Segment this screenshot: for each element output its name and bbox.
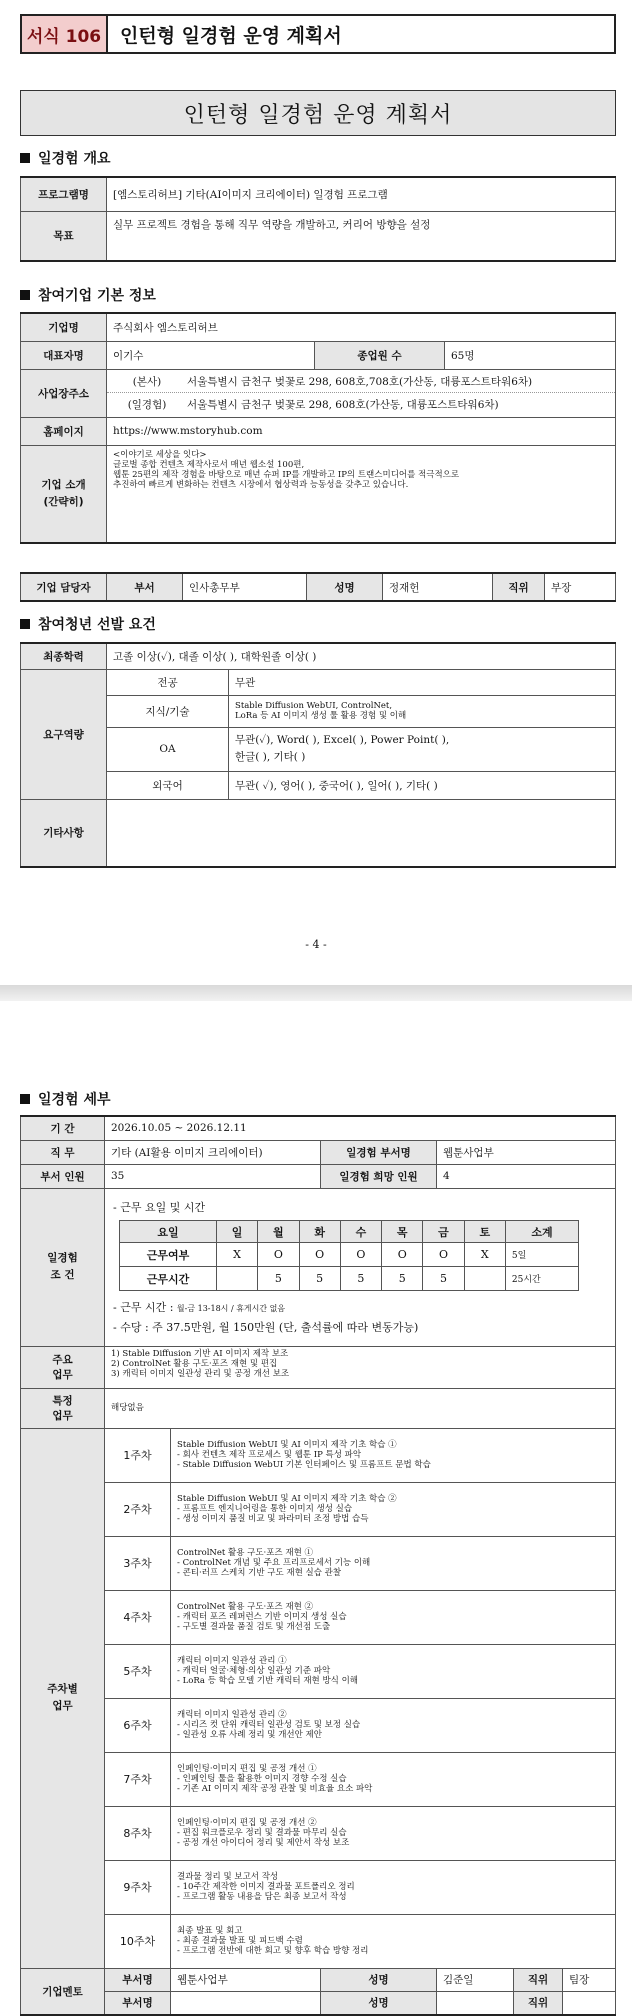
schedule-head: 요일 xyxy=(120,1221,217,1243)
work-time-label: - 근무 시간 : xyxy=(113,1301,174,1314)
hq-address-label: (본사) xyxy=(132,375,162,388)
company-intro-line: <이야기로 세상을 잇다> xyxy=(113,449,207,460)
company-intro-line: 웹툰 25편의 제작 경험을 바탕으로 매년 슈퍼 IP를 개발하고 IP의 트랜스미디어를 적극적으로 xyxy=(113,469,460,480)
week-task-line: - 최종 결과물 발표 및 피드백 수렴 xyxy=(177,1935,303,1946)
company-intro-label: 기업 소개 (간략히) xyxy=(21,445,107,543)
goal-label: 목표 xyxy=(21,211,107,261)
major-value: 무관 xyxy=(229,669,616,695)
week-task-line: ControlNet 활용 구도·포즈 재현 ① xyxy=(177,1547,313,1558)
week-task-line: - 구도별 결과물 품질 검토 및 개선점 도출 xyxy=(177,1622,331,1633)
schedule-table xyxy=(119,1220,579,1291)
language-value: 무관( ✓), 영어( ), 중국어( ), 일어( ), 기타( ) xyxy=(229,771,616,799)
week-label: 4주차 xyxy=(105,1590,171,1644)
schedule-cell: 5 xyxy=(423,1267,464,1291)
document-page-1 xyxy=(0,0,632,985)
work-address-value: 서울특별시 금천구 벚꽃로 298, 608호(가산동, 대륭포스트타워6차) xyxy=(187,399,499,411)
job-value: 기타 (AI활용 이미지 크리에이터) xyxy=(105,1140,321,1164)
detail-dept-value: 웹툰사업부 xyxy=(437,1140,616,1164)
week-task-line: - 프롬프트 엔지니어링을 통한 이미지 생성 실습 xyxy=(177,1503,353,1514)
week-task-line: 인페인팅·이미지 편집 및 공정 개선 ② xyxy=(177,1817,317,1828)
week-label: 2주차 xyxy=(105,1482,171,1536)
special-duties-value: 해당없음 xyxy=(105,1388,616,1428)
schedule-title: - 근무 요일 및 시간 xyxy=(113,1201,206,1214)
week-task-line: - 프로그램 전반에 대한 회고 및 향후 학습 방향 정리 xyxy=(177,1946,369,1957)
manager-dept-value: 인사총무부 xyxy=(183,573,307,601)
manager-label: 기업 담당자 xyxy=(21,573,107,601)
work-time-value: 월-금 13-18시 / 휴게시간 없음 xyxy=(176,1304,286,1313)
other-requirements-label: 기타사항 xyxy=(21,799,107,867)
schedule-head: 월 xyxy=(258,1221,299,1243)
schedule-cell xyxy=(216,1267,257,1291)
week-task-line: - 프로그램 활동 내용을 담은 최종 보고서 작성 xyxy=(177,1892,347,1903)
main-duty-line: 1) Stable Diffusion 기반 AI 이미지 제작 보조 xyxy=(111,1348,289,1359)
week-label: 10주차 xyxy=(105,1914,171,1968)
schedule-hours-label: 근무시간 xyxy=(120,1267,217,1291)
main-duty-line: 2) ControlNet 활용 구도·포즈 재현 및 편집 xyxy=(111,1358,278,1369)
form-header xyxy=(20,14,616,54)
schedule-work-label: 근무여부 xyxy=(120,1243,217,1267)
main-duty-line: 3) 캐릭터 이미지 일관성 관리 및 공정 개선 보조 xyxy=(111,1368,290,1379)
schedule-cell: O xyxy=(258,1243,299,1267)
mentor2-position-label: 직위 xyxy=(513,1992,563,2014)
week-task-line: Stable Diffusion WebUI 및 AI 이미지 제작 기초 학습 ① xyxy=(177,1439,397,1450)
week-task-line: - 기존 AI 이미지 제작 공정 관찰 및 비효율 요소 파악 xyxy=(177,1784,373,1795)
major-label: 전공 xyxy=(107,669,229,695)
schedule-cell: X xyxy=(464,1243,505,1267)
education-value: 고졸 이상(✓), 대졸 이상( ), 대학원졸 이상( ) xyxy=(107,643,616,669)
section-heading-detail: 일경험 세부 xyxy=(20,1089,111,1109)
special-duties-label: 특정 업무 xyxy=(21,1388,105,1428)
week-label: 6주차 xyxy=(105,1698,171,1752)
mentor-name-value: 김준일 xyxy=(443,1974,474,1986)
program-value: [엠스토리허브] 기타(AI이미지 크리에이터) 일경험 프로그램 xyxy=(107,177,616,211)
weekly-duties-label: 주차별 업무 xyxy=(21,1428,105,1968)
week-label: 8주차 xyxy=(105,1806,171,1860)
company-intro-line: 추진하여 빠르게 변화하는 컨텐츠 시장에서 협상력과 능동성을 갖추고 있습니다. xyxy=(113,480,409,491)
oa-label: OA xyxy=(107,727,229,771)
section-heading-overview: 일경험 개요 xyxy=(20,148,111,168)
knowledge-label: 지식/기술 xyxy=(107,695,229,727)
overview-table xyxy=(20,176,616,262)
form-number-badge: 서식 106 xyxy=(22,16,108,52)
section-heading-selection: 참여청년 선발 요건 xyxy=(20,614,156,634)
ceo-label: 대표자명 xyxy=(21,341,107,369)
schedule-subtotal: 5일 xyxy=(505,1243,578,1267)
schedule-head: 소계 xyxy=(505,1221,578,1243)
period-value: 2026.10.05 ~ 2026.12.11 xyxy=(105,1116,616,1140)
week-task-line: - 일관성 오류 사례 정리 및 개선안 제안 xyxy=(177,1730,322,1741)
document-page-2 xyxy=(0,1001,632,2009)
week-task-line: - 인페인팅 툴을 활용한 이미지 경향 수정 실습 xyxy=(177,1773,347,1784)
schedule-cell: O xyxy=(340,1243,381,1267)
week-task-line: 최종 발표 및 회고 xyxy=(177,1925,243,1936)
manager-position-value: 부장 xyxy=(545,573,616,601)
hope-count-label: 일경험 희망 인원 xyxy=(321,1164,437,1188)
staff-count-label: 부서 인원 xyxy=(21,1164,105,1188)
mentor2-dept-value xyxy=(171,1991,321,2015)
conditions-label: 일경험 조 건 xyxy=(21,1188,105,1346)
schedule-cell xyxy=(464,1267,505,1291)
manager-name-label: 성명 xyxy=(307,573,383,601)
section-heading-company: 참여기업 기본 정보 xyxy=(20,285,156,305)
week-task-line: - 콘티·러프 스케치 기반 구도 재현 실습 관찰 xyxy=(177,1568,342,1579)
week-task-line: 캐릭터 이미지 일관성 관리 ② xyxy=(177,1709,287,1720)
schedule-cell: 5 xyxy=(299,1267,340,1291)
week-task-line: Stable Diffusion WebUI 및 AI 이미지 제작 기초 학습 ② xyxy=(177,1493,397,1504)
week-task-line: - 공정 개선 아이디어 정리 및 제안서 작성 보조 xyxy=(177,1838,350,1849)
manager-name-value: 정재헌 xyxy=(383,573,493,601)
mentor2-dept-label: 부서명 xyxy=(105,1991,171,2015)
page-number: - 4 - xyxy=(305,938,327,951)
company-table xyxy=(20,312,616,544)
week-label: 9주차 xyxy=(105,1860,171,1914)
schedule-cell: 5 xyxy=(382,1267,423,1291)
week-task-line: - LoRa 등 학습 모델 기반 캐릭터 재현 방식 이해 xyxy=(177,1676,358,1687)
detail-dept-label: 일경험 부서명 xyxy=(321,1140,437,1164)
week-task-line: 결과물 정리 및 보고서 작성 xyxy=(177,1871,279,1882)
week-label: 3주차 xyxy=(105,1536,171,1590)
employees-label: 종업원 수 xyxy=(315,341,445,369)
mentor-position-value: 팀장 xyxy=(569,1974,590,1986)
schedule-head: 일 xyxy=(216,1221,257,1243)
work-address-label: (일경험) xyxy=(127,399,167,411)
schedule-head: 화 xyxy=(299,1221,340,1243)
education-label: 최종학력 xyxy=(21,643,107,669)
ceo-value: 이기수 xyxy=(107,341,315,369)
manager-dept-label: 부서 xyxy=(107,573,183,601)
selection-table xyxy=(20,642,616,868)
week-task-line: - ControlNet 개념 및 주요 프리프로세서 기능 이해 xyxy=(177,1557,371,1568)
goal-value: 실무 프로젝트 경험을 통해 직무 역량을 개발하고, 커리어 방향을 설정 xyxy=(107,211,616,261)
other-requirements-value xyxy=(107,799,616,867)
week-task-line: 캐릭터 이미지 일관성 관리 ① xyxy=(177,1655,287,1666)
company-manager-table xyxy=(20,572,616,602)
company-name-label: 기업명 xyxy=(21,313,107,341)
company-name-value: 주식회사 엠스토리허브 xyxy=(107,313,616,341)
address-label: 사업장주소 xyxy=(21,369,107,417)
knowledge-value: Stable Diffusion WebUI, ControlNet, LoRa 등 AI 이미지 생성 툴 활용 경험 및 이해 xyxy=(229,695,616,727)
document-title: 인턴형 일경험 운영 계획서 xyxy=(20,90,616,136)
schedule-cell: X xyxy=(216,1243,257,1267)
week-label: 7주차 xyxy=(105,1752,171,1806)
oa-value: 무관(✓), Word( ), Excel( ), Power Point( ), 한글( ), 기타( ) xyxy=(229,727,616,771)
week-task-line: ControlNet 활용 구도·포즈 재현 ② xyxy=(177,1601,313,1612)
week-task-line: - Stable Diffusion WebUI 기본 인터페이스 및 프롬프트 문법 학습 xyxy=(177,1460,431,1471)
schedule-cell: 5 xyxy=(340,1267,381,1291)
schedule-head: 목 xyxy=(382,1221,423,1243)
hq-address-value: 서울특별시 금천구 벚꽃로 298, 608호,708호(가산동, 대륭포스트타워6차) xyxy=(187,375,533,388)
pay-value: 주 37.5만원, 월 150만원 (단, 출석률에 따라 변동가능) xyxy=(152,1321,419,1334)
schedule-head: 금 xyxy=(423,1221,464,1243)
week-task-line: - 생성 이미지 품질 비교 및 파라미터 조정 방법 습득 xyxy=(177,1514,369,1525)
week-task-line: - 10주간 제작한 이미지 결과물 포트폴리오 정리 xyxy=(177,1881,355,1892)
week-task-line: - 캐릭터 포즈 레퍼런스 기반 이미지 생성 실습 xyxy=(177,1611,347,1622)
hope-count-value: 4 xyxy=(437,1164,616,1188)
week-task-line: - 캐릭터 얼굴·체형·의상 일관성 기준 파악 xyxy=(177,1665,331,1676)
staff-count-value: 35 xyxy=(105,1164,321,1188)
schedule-cell: O xyxy=(299,1243,340,1267)
form-header-title: 인턴형 일경험 운영 계획서 xyxy=(120,24,342,47)
mentor-name-label: 성명 xyxy=(321,1968,437,1991)
week-label: 1주차 xyxy=(105,1428,171,1482)
language-label: 외국어 xyxy=(107,771,229,799)
schedule-cell: O xyxy=(423,1243,464,1267)
pay-label: - 수당 : xyxy=(113,1321,149,1334)
company-intro-line: 글로벌 종합 컨텐츠 제작사로서 매년 웹소설 100편, xyxy=(113,459,305,470)
required-skills-label: 요구역량 xyxy=(21,669,107,799)
schedule-cell: O xyxy=(382,1243,423,1267)
manager-position-label: 직위 xyxy=(493,573,545,601)
program-label: 프로그램명 xyxy=(21,177,107,211)
homepage-value: https://www.mstoryhub.com xyxy=(107,417,616,445)
week-label: 5주차 xyxy=(105,1644,171,1698)
week-task-line: - 회사 컨텐츠 제작 프로세스 및 웹툰 IP 특성 파악 xyxy=(177,1449,362,1460)
job-label: 직 무 xyxy=(21,1140,105,1164)
homepage-label: 홈페이지 xyxy=(21,417,107,445)
week-task-line: 인페인팅·이미지 편집 및 공정 개선 ① xyxy=(177,1763,317,1774)
mentor-label: 기업멘토 xyxy=(21,1968,105,2015)
detail-table xyxy=(20,1115,616,2016)
mentor-dept-value: 웹툰사업부 xyxy=(171,1968,321,1991)
mentor2-name-label: 성명 xyxy=(321,1991,437,2015)
main-duties-label: 주요 업무 xyxy=(21,1346,105,1388)
page-divider xyxy=(0,985,632,1001)
mentor-dept-label: 부서명 xyxy=(105,1968,171,1991)
schedule-cell: 5 xyxy=(258,1267,299,1291)
schedule-subtotal: 25시간 xyxy=(505,1267,578,1291)
employees-value: 65명 xyxy=(445,341,616,369)
mentor-position-label: 직위 xyxy=(513,1969,563,1991)
week-task-line: - 편집 워크플로우 정리 및 결과물 마무리 실습 xyxy=(177,1827,347,1838)
schedule-head: 수 xyxy=(340,1221,381,1243)
period-label: 기 간 xyxy=(21,1116,105,1140)
week-task-line: - 시리즈 컷 단위 캐릭터 일관성 검토 및 보정 실습 xyxy=(177,1719,361,1730)
schedule-head: 토 xyxy=(464,1221,505,1243)
